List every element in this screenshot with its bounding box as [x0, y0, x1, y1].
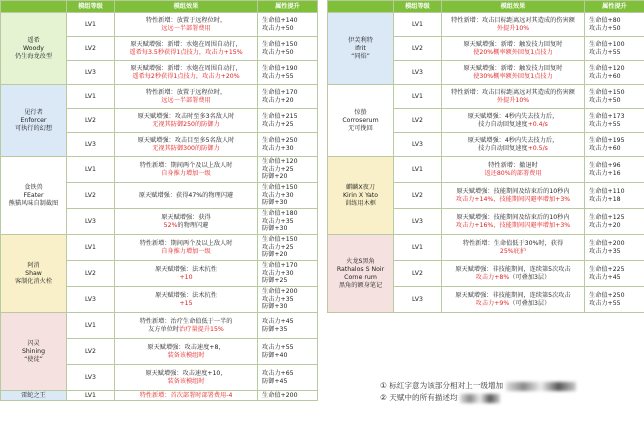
attribute-line: 生命值+80: [589, 16, 621, 24]
header-operator: [1, 1, 67, 13]
operator-name-line: 麒麟X夜刀: [346, 183, 375, 191]
effect-text: 攻击力+14%，: [455, 195, 500, 203]
operator-name-line: Corroserum: [342, 116, 379, 124]
operator-name-line: Shaw: [25, 269, 42, 277]
effect-text: 攻击力+16%，: [455, 221, 500, 229]
table-row: [1, 13, 318, 37]
attribute-line: 攻击力+55: [589, 48, 621, 56]
attribute-line: 攻击力+60: [589, 72, 621, 80]
attribute-line: 生命值+96: [589, 161, 621, 169]
module-effect: [115, 61, 258, 85]
module-level: LV1: [67, 157, 115, 183]
effect-text: 原天赋增强：非技能期间，连续第5次攻击: [455, 265, 571, 273]
effect-text: 自身推力增加一级: [161, 247, 211, 255]
module-level: LV3: [67, 209, 115, 235]
module-effect: [115, 37, 258, 61]
effect-text: 特性新增：放置于远程位时，: [145, 88, 227, 96]
operator-name-line: “同焰”: [351, 52, 370, 60]
operator-name-line: Shining: [21, 347, 46, 355]
module-effect: [115, 365, 258, 391]
operator-name: [1, 13, 67, 85]
operator-name-line: 客制化消火栓: [14, 277, 53, 285]
operator-name-line: Kirin X Yato: [342, 191, 379, 199]
attribute-line: 生命值+150: [262, 236, 298, 244]
table-row: [1, 313, 318, 339]
attribute-line: 攻击力+25: [262, 165, 294, 173]
operator-name-line: 训练用木框: [345, 199, 376, 207]
module-effect: [442, 133, 585, 157]
effect-text: 原天赋增强：非技能期间，连续第5次攻击: [455, 291, 571, 299]
header-2: 属性提升: [258, 1, 318, 13]
attribute-line: 生命值+120: [262, 158, 298, 166]
module-effect: [442, 61, 585, 85]
attribute-bonus: [258, 37, 318, 61]
attribute-line: 攻击力+50: [589, 24, 621, 32]
effect-text: 原天赋增强：技能期间及结束后的10秒内: [456, 187, 570, 195]
attribute-line: 生命值+120: [589, 64, 625, 72]
attribute-line: 攻击力+45: [589, 273, 621, 281]
attribute-bonus: [258, 109, 318, 133]
module-effect: [115, 157, 258, 183]
effect-text: 技能期间闪避率增加+3%: [499, 195, 571, 203]
attribute-bonus: [585, 13, 644, 37]
table-row: [1, 235, 318, 261]
module-effect: [115, 313, 258, 339]
attribute-line: 攻击力+50: [589, 96, 621, 104]
attribute-line: 攻击力+30: [262, 191, 294, 199]
attribute-line: 攻击力+45: [262, 317, 294, 325]
module-effect: [115, 287, 258, 313]
effect-text: 遥希每3.5秒获得1点技力，攻击力+15%: [129, 48, 243, 56]
effect-text: +15: [179, 299, 193, 307]
operator-name-line: 无可挽回: [348, 124, 373, 132]
module-level: LV1: [67, 85, 115, 109]
attribute-line: 防御+30: [262, 303, 288, 311]
attribute-line: 生命值+170: [262, 88, 298, 96]
attribute-bonus: [258, 261, 318, 287]
effect-text: 25%庇护: [499, 247, 527, 255]
operator-name: [328, 13, 394, 85]
attribute-line: 生命值+250: [262, 136, 298, 144]
effect-text: 的物理闪避: [177, 221, 209, 229]
attribute-line: 攻击力+25: [262, 243, 294, 251]
effect-text: 原天赋增强：法术抗性: [155, 291, 217, 299]
module-level: LV1: [67, 13, 115, 37]
attribute-line: 生命值+150: [262, 184, 298, 192]
attribute-bonus: [258, 133, 318, 157]
module-effect: [442, 109, 585, 133]
effect-text: 远远一半部署费用: [161, 96, 211, 104]
operator-name-line: Rathalos S Noir: [336, 265, 385, 273]
attribute-line: 攻击力+55: [589, 299, 621, 307]
operator-name-line: 雷蛇之王: [21, 391, 46, 399]
table-row: [1, 391, 318, 401]
operator-name: [1, 157, 67, 235]
attribute-bonus: [585, 133, 644, 157]
module-effect: [115, 183, 258, 209]
attribute-line: 生命值+125: [589, 213, 625, 221]
header-1: 模组效果: [115, 1, 258, 13]
module-effect: [115, 391, 258, 401]
module-level: LV2: [67, 339, 115, 365]
operator-name-line: 熊猫风味自制截图: [8, 199, 59, 207]
effect-text: 原天赋增强：攻击时至多3名敌人时: [137, 112, 235, 120]
module-table: [0, 0, 318, 401]
attribute-line: 生命值+225: [589, 265, 625, 273]
module-level: LV1: [394, 13, 442, 37]
module-effect: [115, 261, 258, 287]
attribute-bonus: [258, 61, 318, 85]
operator-name-line: Enforcer: [20, 116, 47, 124]
header-1: 模组效果: [442, 1, 585, 13]
operator-name: [328, 85, 394, 157]
effect-text: +0.5/s: [527, 144, 548, 152]
effect-text: 远远一半部署费用: [161, 24, 211, 32]
effect-text: 自身推力增加一级: [161, 169, 211, 177]
module-level: LV3: [394, 61, 442, 85]
attribute-line: 防御+20: [262, 251, 288, 259]
module-level: LV2: [394, 37, 442, 61]
effect-text: 技力自动回复速度: [478, 120, 528, 128]
effect-text: 特性新增：放置于远程位时，: [145, 16, 227, 24]
right-module-table: [327, 0, 644, 313]
module-effect: [115, 133, 258, 157]
operator-name-line: 仍生海龙改型: [14, 52, 53, 60]
attribute-bonus: [258, 313, 318, 339]
module-level: LV3: [394, 287, 442, 313]
effect-text: （可叠加3层）: [509, 299, 551, 307]
attribute-line: 攻击力+65: [262, 369, 294, 377]
attribute-bonus: [585, 287, 644, 313]
module-level: LV2: [67, 183, 115, 209]
effect-text: （可叠加3层）: [509, 273, 551, 281]
operator-name: [328, 157, 394, 235]
module-effect: [115, 209, 258, 235]
attribute-bonus: [585, 235, 644, 261]
attribute-line: 生命值+250: [589, 291, 625, 299]
effect-text: 原天赋增强：获得: [161, 213, 211, 221]
operator-name-line: FEater: [23, 191, 44, 199]
effect-text: 原天赋增强：攻击速度+8，: [147, 343, 225, 351]
effect-text: 技能期间闪避率增加+3%: [499, 221, 571, 229]
effect-text: 原天赋增强：新增：触发技力回复时: [463, 40, 563, 48]
module-effect: [442, 85, 585, 109]
attribute-line: 生命值+200: [589, 239, 625, 247]
attribute-bonus: [258, 85, 318, 109]
attribute-line: 攻击力+35: [589, 247, 621, 255]
effect-text: 原天赋增强：攻击目至多5名敌人时: [137, 136, 235, 144]
attribute-bonus: [585, 37, 644, 61]
attribute-bonus: [585, 109, 644, 133]
operator-name-line: 黑角的额身笔记: [338, 281, 383, 289]
effect-text: 装备该模组时: [167, 377, 205, 385]
operator-name-line: Woody: [23, 44, 44, 52]
operator-name: [1, 85, 67, 157]
attribute-bonus: [258, 209, 318, 235]
effect-text: 原天赋增强：攻击速度+10，: [145, 369, 227, 377]
effect-text: 原天赋增强：法术抗性: [155, 265, 217, 273]
module-level: LV3: [67, 365, 115, 391]
module-level: LV2: [67, 109, 115, 133]
left-module-table: [0, 0, 317, 401]
effect-text: 特性新增：期间两个及以上敌人时: [139, 161, 233, 169]
module-level: LV1: [67, 235, 115, 261]
effect-text: 特性新增：生命值低于30%时，获得: [462, 239, 564, 247]
effect-text: +0.4/s: [527, 120, 548, 128]
module-level: LV1: [67, 313, 115, 339]
module-level: LV2: [67, 261, 115, 287]
table-row: [328, 85, 644, 109]
attribute-line: 生命值+150: [262, 40, 298, 48]
attribute-bonus: [258, 339, 318, 365]
module-level: LV1: [394, 85, 442, 109]
notes: [380, 380, 630, 404]
attribute-line: 防御+25: [262, 277, 288, 285]
header-0: 模组等级: [394, 1, 442, 13]
attribute-line: 攻击力+55: [262, 72, 294, 80]
module-effect: [442, 235, 585, 261]
module-level: LV1: [394, 235, 442, 261]
effect-text: 友方单位时: [148, 325, 180, 333]
attribute-bonus: [585, 261, 644, 287]
module-effect: [442, 13, 585, 37]
attribute-line: 攻击力+35: [262, 295, 294, 303]
attribute-line: 攻击力+30: [262, 269, 294, 277]
module-effect: [115, 109, 258, 133]
attribute-line: 攻击力+20: [262, 96, 294, 104]
effect-text: 使30%概率额外回复1点技力: [473, 72, 553, 80]
table-row: [1, 157, 318, 183]
effect-text: 外提升10%: [496, 24, 530, 32]
attribute-line: 生命值+110: [589, 187, 625, 195]
module-level: LV2: [394, 109, 442, 133]
operator-name-line: “使徒”: [24, 355, 43, 363]
module-level: LV3: [394, 209, 442, 235]
effect-text: 52%: [163, 221, 178, 229]
module-effect: [442, 261, 585, 287]
attribute-line: 攻击力+25: [262, 120, 294, 128]
attribute-line: 防御+30: [262, 199, 288, 207]
module-level: LV2: [67, 37, 115, 61]
attribute-bonus: [258, 13, 318, 37]
effect-text: +10: [179, 273, 193, 281]
module-effect: [442, 37, 585, 61]
module-effect: [115, 13, 258, 37]
attribute-bonus: [258, 235, 318, 261]
attribute-line: 防御+20: [262, 173, 288, 181]
effect-text: 原天赋增强：获得47%的物理闪避: [138, 191, 234, 199]
note-1: ① 标红字意为该部分相对上一级增加: [380, 380, 630, 392]
effect-text: 特性新增：期间两个及以上敌人时: [139, 239, 233, 247]
attribute-line: 攻击力+35: [262, 217, 294, 225]
attribute-line: 生命值+173: [589, 112, 625, 120]
table-row: [328, 235, 644, 261]
module-effect: [442, 157, 585, 183]
module-table: [327, 0, 644, 313]
blurred-watermark: [506, 382, 576, 391]
table-row: [1, 85, 318, 109]
attribute-bonus: [258, 287, 318, 313]
attribute-line: 生命值+215: [262, 112, 298, 120]
attribute-line: 生命值+200: [262, 288, 298, 296]
operator-name-line: 闪灵: [27, 339, 40, 347]
effect-text: 特性新增：首次部署时部署费用-4: [139, 391, 233, 399]
attribute-line: 生命值+150: [589, 88, 625, 96]
effect-text: 使20%概率额外回复1点技力: [473, 48, 553, 56]
attribute-line: 防御+30: [262, 225, 288, 233]
operator-name: [1, 313, 67, 391]
attribute-bonus: [585, 157, 644, 183]
module-level: LV2: [394, 261, 442, 287]
note-2: ② 天赋中的所有描述均: [380, 392, 630, 404]
table-row: [328, 13, 644, 37]
attribute-bonus: [585, 61, 644, 85]
effect-text: 特性新增：撤退时: [488, 161, 538, 169]
blurred-watermark: [460, 394, 500, 403]
module-level: LV3: [67, 287, 115, 313]
module-effect: [442, 183, 585, 209]
header-row: [328, 1, 644, 13]
effect-text: 原天赋增强：新增：水炮在周围自动打，: [130, 64, 242, 72]
effect-text: 原天赋增强：技能期间及结束后的10秒内: [456, 213, 570, 221]
attribute-line: 攻击力+18: [589, 195, 621, 203]
attribute-line: 攻击力+50: [262, 24, 294, 32]
attribute-bonus: [585, 183, 644, 209]
effect-text: 无视其防御250的防御力: [152, 120, 220, 128]
attribute-line: 防御+35: [262, 325, 288, 333]
operator-name-line: 阿消: [27, 261, 40, 269]
effect-text: 装备该模组时: [167, 351, 205, 359]
effect-text: 攻击力+8%: [475, 273, 510, 281]
operator-name-line: 食铁兽: [24, 183, 43, 191]
effect-text: 特性新增：治疗生命值低于一半的: [139, 317, 233, 325]
operator-name: [1, 391, 67, 401]
module-effect: [442, 209, 585, 235]
module-effect: [115, 339, 258, 365]
effect-text: 原天赋增强：新增：触发技力回复时: [463, 64, 563, 72]
attribute-line: 攻击力+16: [589, 169, 621, 177]
operator-name-line: 惊蛰: [354, 108, 367, 116]
attribute-bonus: [258, 157, 318, 183]
effect-text: 技力自动回复速度: [478, 144, 528, 152]
attribute-line: 生命值+140: [262, 16, 298, 24]
module-effect: [442, 287, 585, 313]
attribute-bonus: [258, 365, 318, 391]
effect-text: 特性新增：攻击目标距离远对其造成的伤害额: [451, 16, 575, 24]
operator-name-line: 火龙S黑角: [346, 257, 375, 265]
attribute-line: 生命值+190: [262, 64, 298, 72]
module-level: LV3: [394, 133, 442, 157]
attribute-line: 防御+45: [262, 377, 288, 385]
attribute-line: 攻击力+55: [589, 120, 621, 128]
effect-text: 遥希每2秒获得1点技力，攻击力+20%: [132, 72, 240, 80]
module-level: LV1: [67, 391, 115, 401]
effect-text: 返还80%的部署费用: [484, 169, 542, 177]
attribute-line: 攻击力+60: [589, 144, 621, 152]
attribute-bonus: [585, 209, 644, 235]
attribute-line: 生命值+180: [262, 210, 298, 218]
effect-text: 原天赋增强：4秒内失去技力后，: [467, 112, 559, 120]
attribute-bonus: [258, 183, 318, 209]
operator-name-line: 见行者: [24, 108, 43, 116]
module-level: LV3: [67, 133, 115, 157]
effect-text: 外提升10%: [496, 96, 530, 104]
header-operator: [328, 1, 394, 13]
attribute-line: 攻击力+55: [262, 343, 294, 351]
module-effect: [115, 85, 258, 109]
header-0: 模组等级: [67, 1, 115, 13]
effect-text: 特性新增：攻击目标距离远对其造成的伤害额: [451, 88, 575, 96]
attribute-line: 生命值+195: [589, 136, 625, 144]
module-effect: [115, 235, 258, 261]
module-level: LV3: [67, 61, 115, 85]
effect-text: 原天赋增强：4秒内失去技力后，: [467, 136, 559, 144]
attribute-line: 防御+40: [262, 351, 288, 359]
table-row: [328, 157, 644, 183]
attribute-line: 攻击力+30: [262, 144, 294, 152]
operator-name: [328, 235, 394, 313]
operator-name: [1, 235, 67, 313]
operator-name-line: Ifrit: [355, 44, 366, 52]
attribute-line: 生命值+100: [589, 40, 625, 48]
effect-text: 治疗量提升15%: [179, 325, 224, 333]
attribute-line: 生命值+170: [262, 262, 298, 270]
operator-name-line: 可执行的幻想: [14, 124, 53, 132]
operator-name-line: 伊芙利特: [348, 36, 373, 44]
effect-text: 原天赋增强：新增：水炮在周围自动打，: [130, 40, 242, 48]
attribute-line: 攻击力+50: [262, 48, 294, 56]
attribute-line: 生命值+200: [262, 391, 298, 399]
module-level: LV1: [394, 157, 442, 183]
module-level: LV2: [394, 183, 442, 209]
operator-name-line: Corne rum: [344, 273, 377, 281]
operator-name-line: 遥希: [27, 36, 40, 44]
attribute-bonus: [585, 85, 644, 109]
effect-text: 无视其防御300的防御力: [152, 144, 220, 152]
header-2: 属性提升: [585, 1, 644, 13]
effect-text: 攻击力+9%: [475, 299, 510, 307]
attribute-line: 攻击力+20: [589, 221, 621, 229]
attribute-bonus: [258, 391, 318, 401]
header-row: [1, 1, 318, 13]
